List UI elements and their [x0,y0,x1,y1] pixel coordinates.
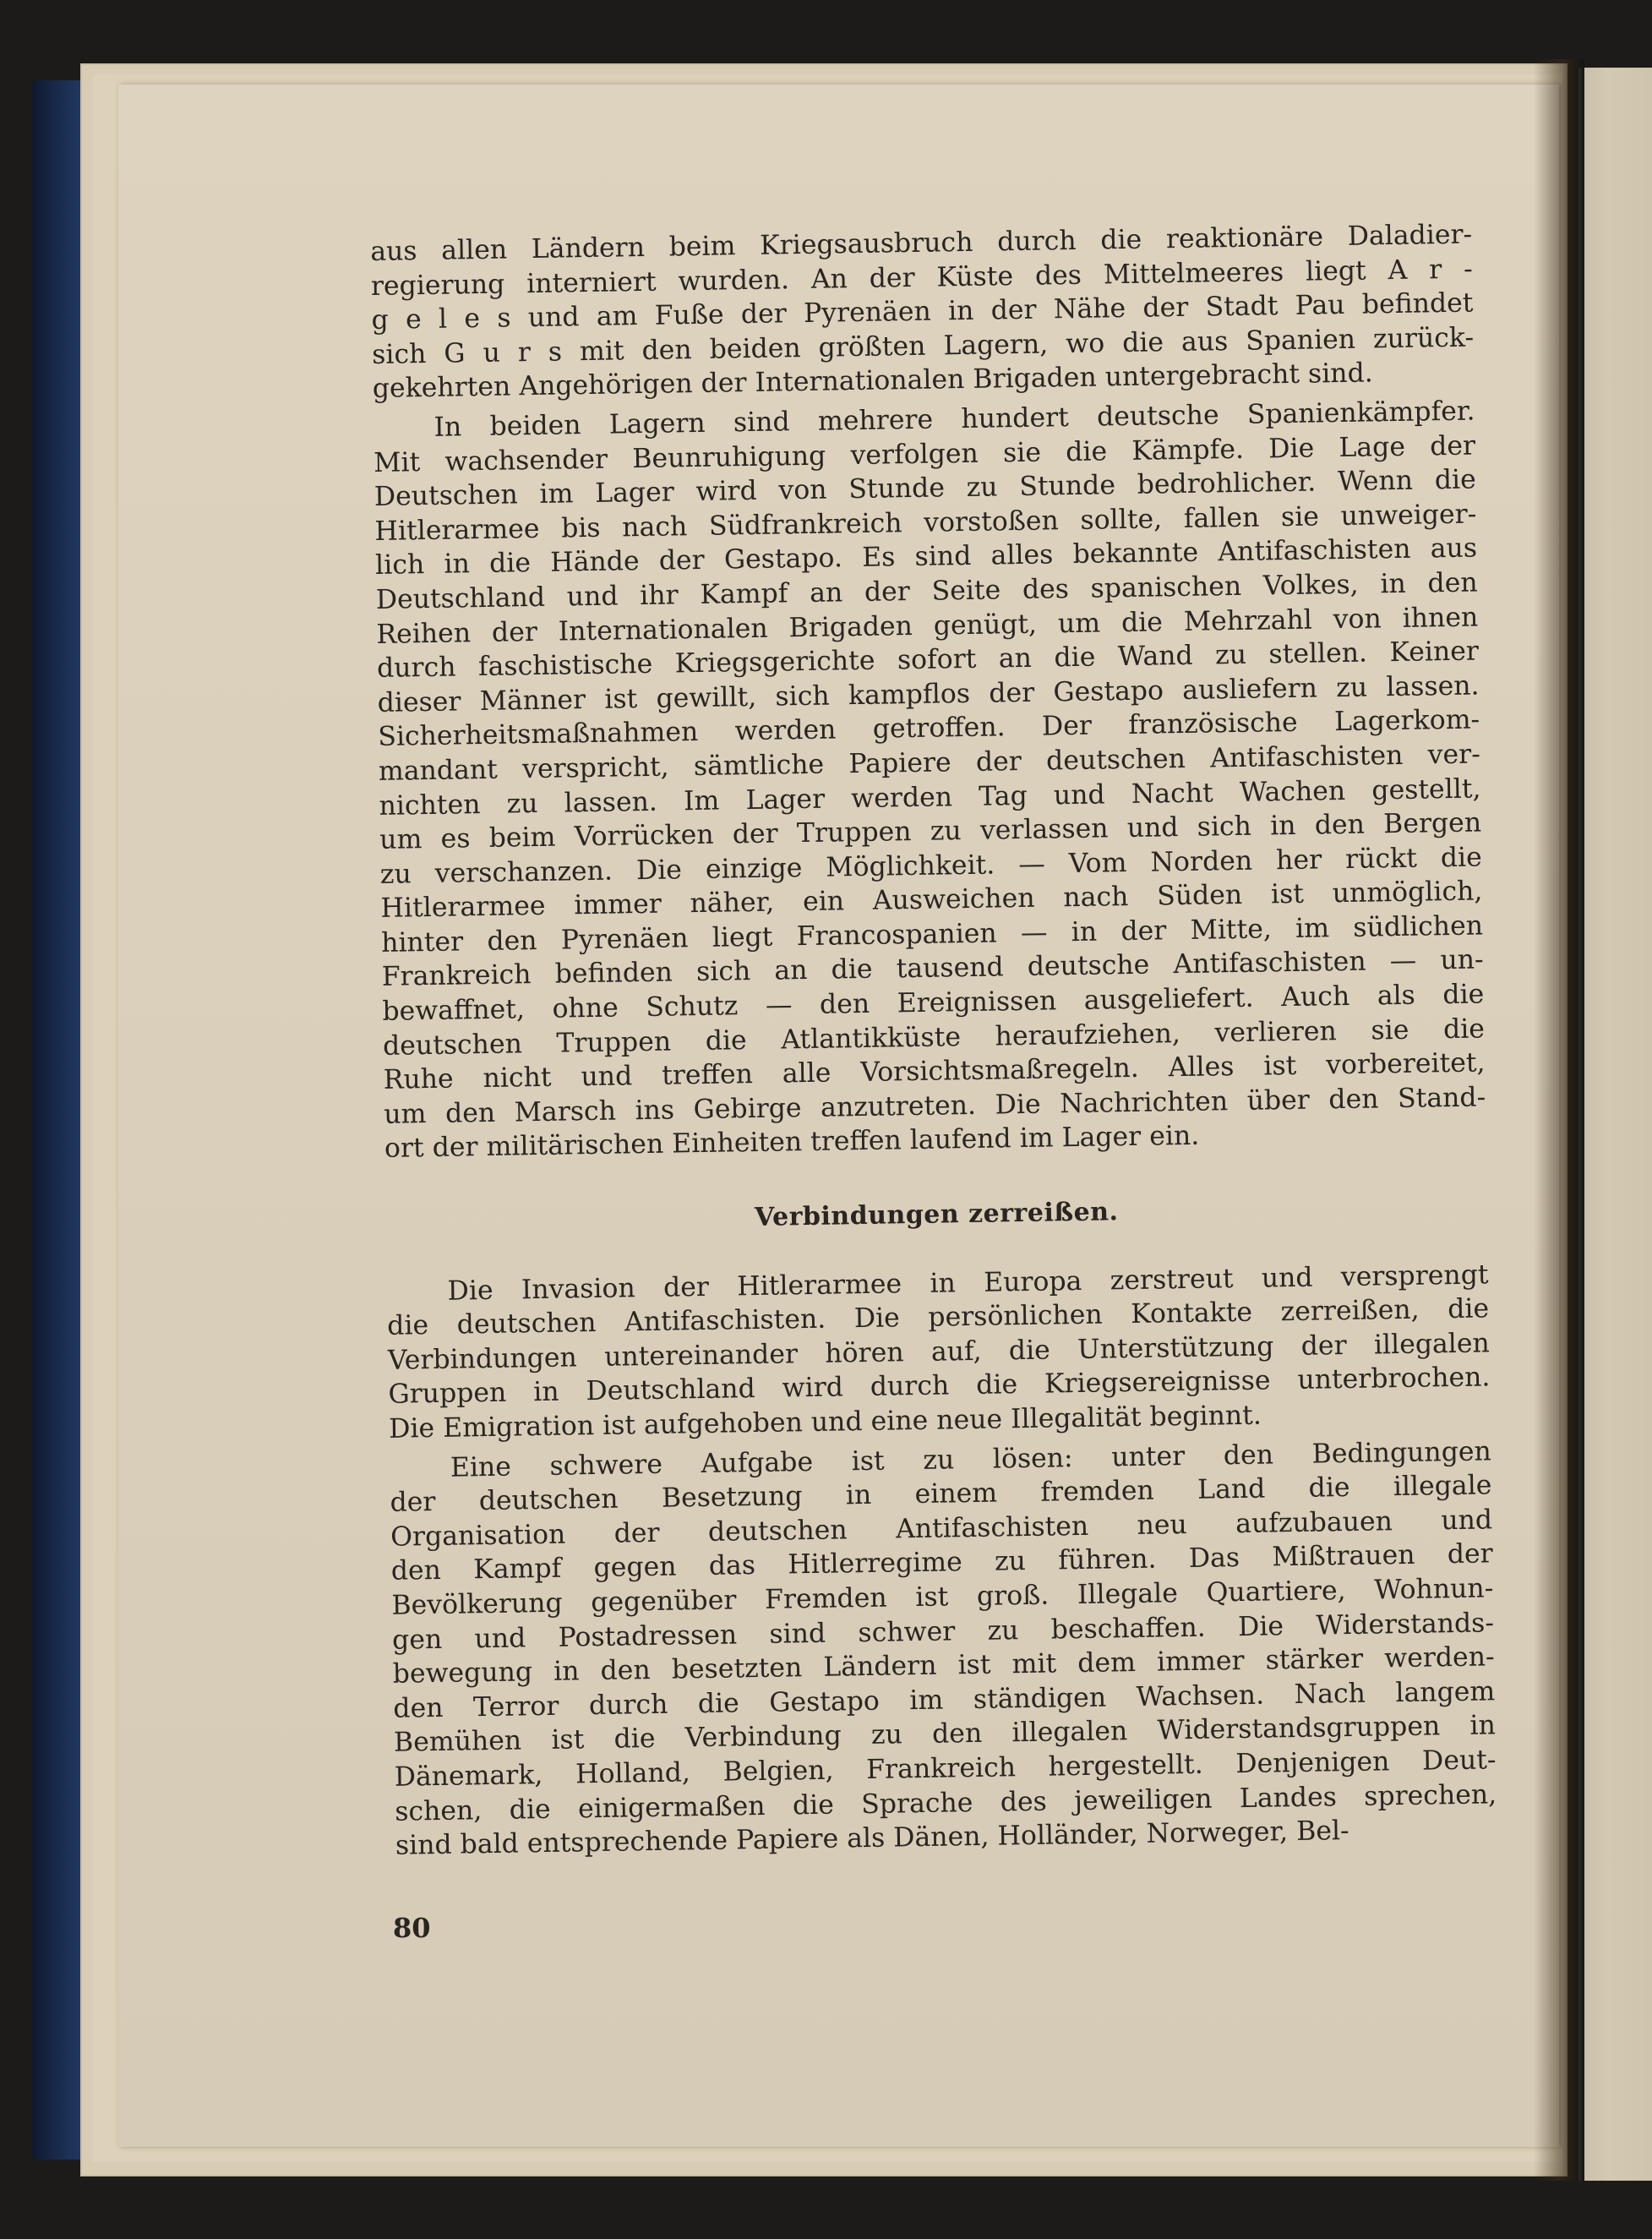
facing-page [1578,68,1652,2181]
text-line: Frankreich befinden sich an die tausend deutsche Antifaschisten — un- [381,944,1484,993]
paragraph-2 [373,394,1486,1166]
text-line: sind bald entsprechende Papiere als Dänen, Holländer, Norweger, Bel- [395,1816,1349,1861]
text-line: ort der militärischen Einheiten treffen laufend im Lager ein. [384,1121,1200,1165]
paragraph-4 [390,1434,1497,1864]
text-line: bewegung in den besetzten Ländern ist mit dem immer stärker werden- [392,1641,1495,1690]
text-line: zu verschanzen. Die einzige Möglichkeit. — Vom Norden her rückt die [379,842,1483,890]
book-gutter-shadow [1534,59,1584,2181]
text-line: Die Invasion der Hitlerarmee in Europa zerstreut und versprengt [447,1259,1489,1307]
text-line: g e l e s und am Fuße der Pyrenäen in der Nähe der Stadt Pau befindet [371,287,1474,336]
text-line: Gruppen in Deutschland wird durch die Kriegsereignisse unterbrochen. [388,1362,1491,1411]
text-line: Organisation der deutschen Antifaschisten neu aufzubauen und [390,1504,1493,1553]
text-line: Sicherheitsmaßnahmen werden getroffen. Der französische Lagerkom- [378,704,1480,753]
text-line: bewaffnet, ohne Schutz — den Ereignissen ausgeliefert. Auch als die [382,979,1485,1027]
text-line: den Kampf gegen das Hitlerregime zu führen. Das Mißtrauen der [390,1538,1493,1587]
text-line: Mit wachsender Beunruhigung verfolgen sie die Kämpfe. Die Lage der [373,430,1476,478]
text-line: In beiden Lagern sind mehrere hundert deutsche Spanienkämpfer. [433,396,1475,443]
page-number: 80 [393,1912,431,1944]
text-line: um den Marsch ins Gebirge anzutreten. Die Nachrichten über den Stand- [384,1082,1486,1130]
text-line: nichten zu lassen. Im Lager werden Tag und Nacht Wachen gestellt, [379,773,1481,822]
text-line: mandant verspricht, sämtliche Papiere der deutschen Antifaschisten ver- [378,739,1481,787]
section-heading: Verbindungen zerreißen. [754,1197,1119,1233]
text-line: lich in die Hände der Gestapo. Es sind alles bekannte Antifaschisten aus [374,532,1478,582]
text-line: um es beim Vorrücken der Truppen zu verlassen und sich in den Bergen [379,807,1482,856]
text-line: Dänemark, Holland, Belgien, Frankreich hergestellt. Denjenigen Deut- [394,1745,1497,1793]
text-line: dieser Männer ist gewillt, sich kampflos der Gestapo ausliefern zu lassen. [377,670,1480,718]
text-line: Eine schwere Aufgabe ist zu lösen: unter den Bedingungen [450,1435,1492,1483]
text-line: gen und Postadressen sind schwer zu beschaffen. Die Widerstands- [391,1607,1495,1656]
text-line: Die Emigration ist aufgehoben und eine neue Illegalität beginnt. [388,1400,1262,1444]
text-line: den Terror durch die Gestapo im ständigen Wachsen. Nach langem [393,1676,1496,1724]
page-text-block [370,218,1497,1864]
text-line: gekehrten Angehörigen der Internationalen Brigaden untergebracht sind. [372,358,1374,405]
text-line: Reihen der Internationalen Brigaden genügt, um die Mehrzahl von ihnen [376,601,1479,650]
text-line: Bevölkerung gegenüber Fremden ist groß. Illegale Quartiere, Wohnun- [391,1573,1494,1621]
text-line: Deutschen im Lager wird von Stunde zu Stunde bedrohlicher. Wenn die [373,464,1476,513]
text-line: Hitlerarmee immer näher, ein Ausweichen nach Süden ist unmöglich, [380,876,1483,925]
text-line: Verbindungen untereinander hören auf, die Unterstützung der illegalen [387,1328,1491,1376]
text-line: deutschen Truppen die Atlantikküste heraufziehen, verlieren sie die [382,1013,1486,1062]
text-line: Ruhe nicht und treffen alle Vorsichtsmaßregeln. Alles ist vorbereitet, [383,1047,1486,1096]
text-line: schen, die einigermaßen die Sprache des jeweiligen Landes sprechen, [395,1778,1497,1827]
text-line: die deutschen Antifaschisten. Die persönlichen Kontakte zerreißen, die [386,1293,1490,1342]
text-line: der deutschen Besetzung in einem fremden Land die illegale [390,1470,1492,1519]
text-line: hinter den Pyrenäen liegt Francospanien — in der Mitte, im südlichen [380,910,1484,958]
text-line: Hitlerarmee bis nach Südfrankreich vorstoßen sollte, fallen sie unweiger- [374,499,1477,547]
text-line: Bemühen ist die Verbindung zu den illegalen Widerstandsgruppen in [393,1710,1497,1759]
text-line: sich G u r s mit den beiden größten Lagern, wo die aus Spanien zurück- [371,322,1475,370]
text-line: aus allen Ländern beim Kriegsausbruch durch die reaktionäre Daladier- [370,219,1473,267]
text-line: Deutschland und ihr Kampf an der Seite des spanischen Volkes, in den [375,567,1478,615]
paragraph-3 [386,1258,1491,1446]
text-line: durch faschistische Kriegsgerichte sofort an die Wand zu stellen. Keiner [376,636,1480,685]
paragraph-1 [370,218,1475,407]
text-line: regierung interniert wurden. An der Küste des Mittelmeeres liegt A r - [370,254,1474,302]
